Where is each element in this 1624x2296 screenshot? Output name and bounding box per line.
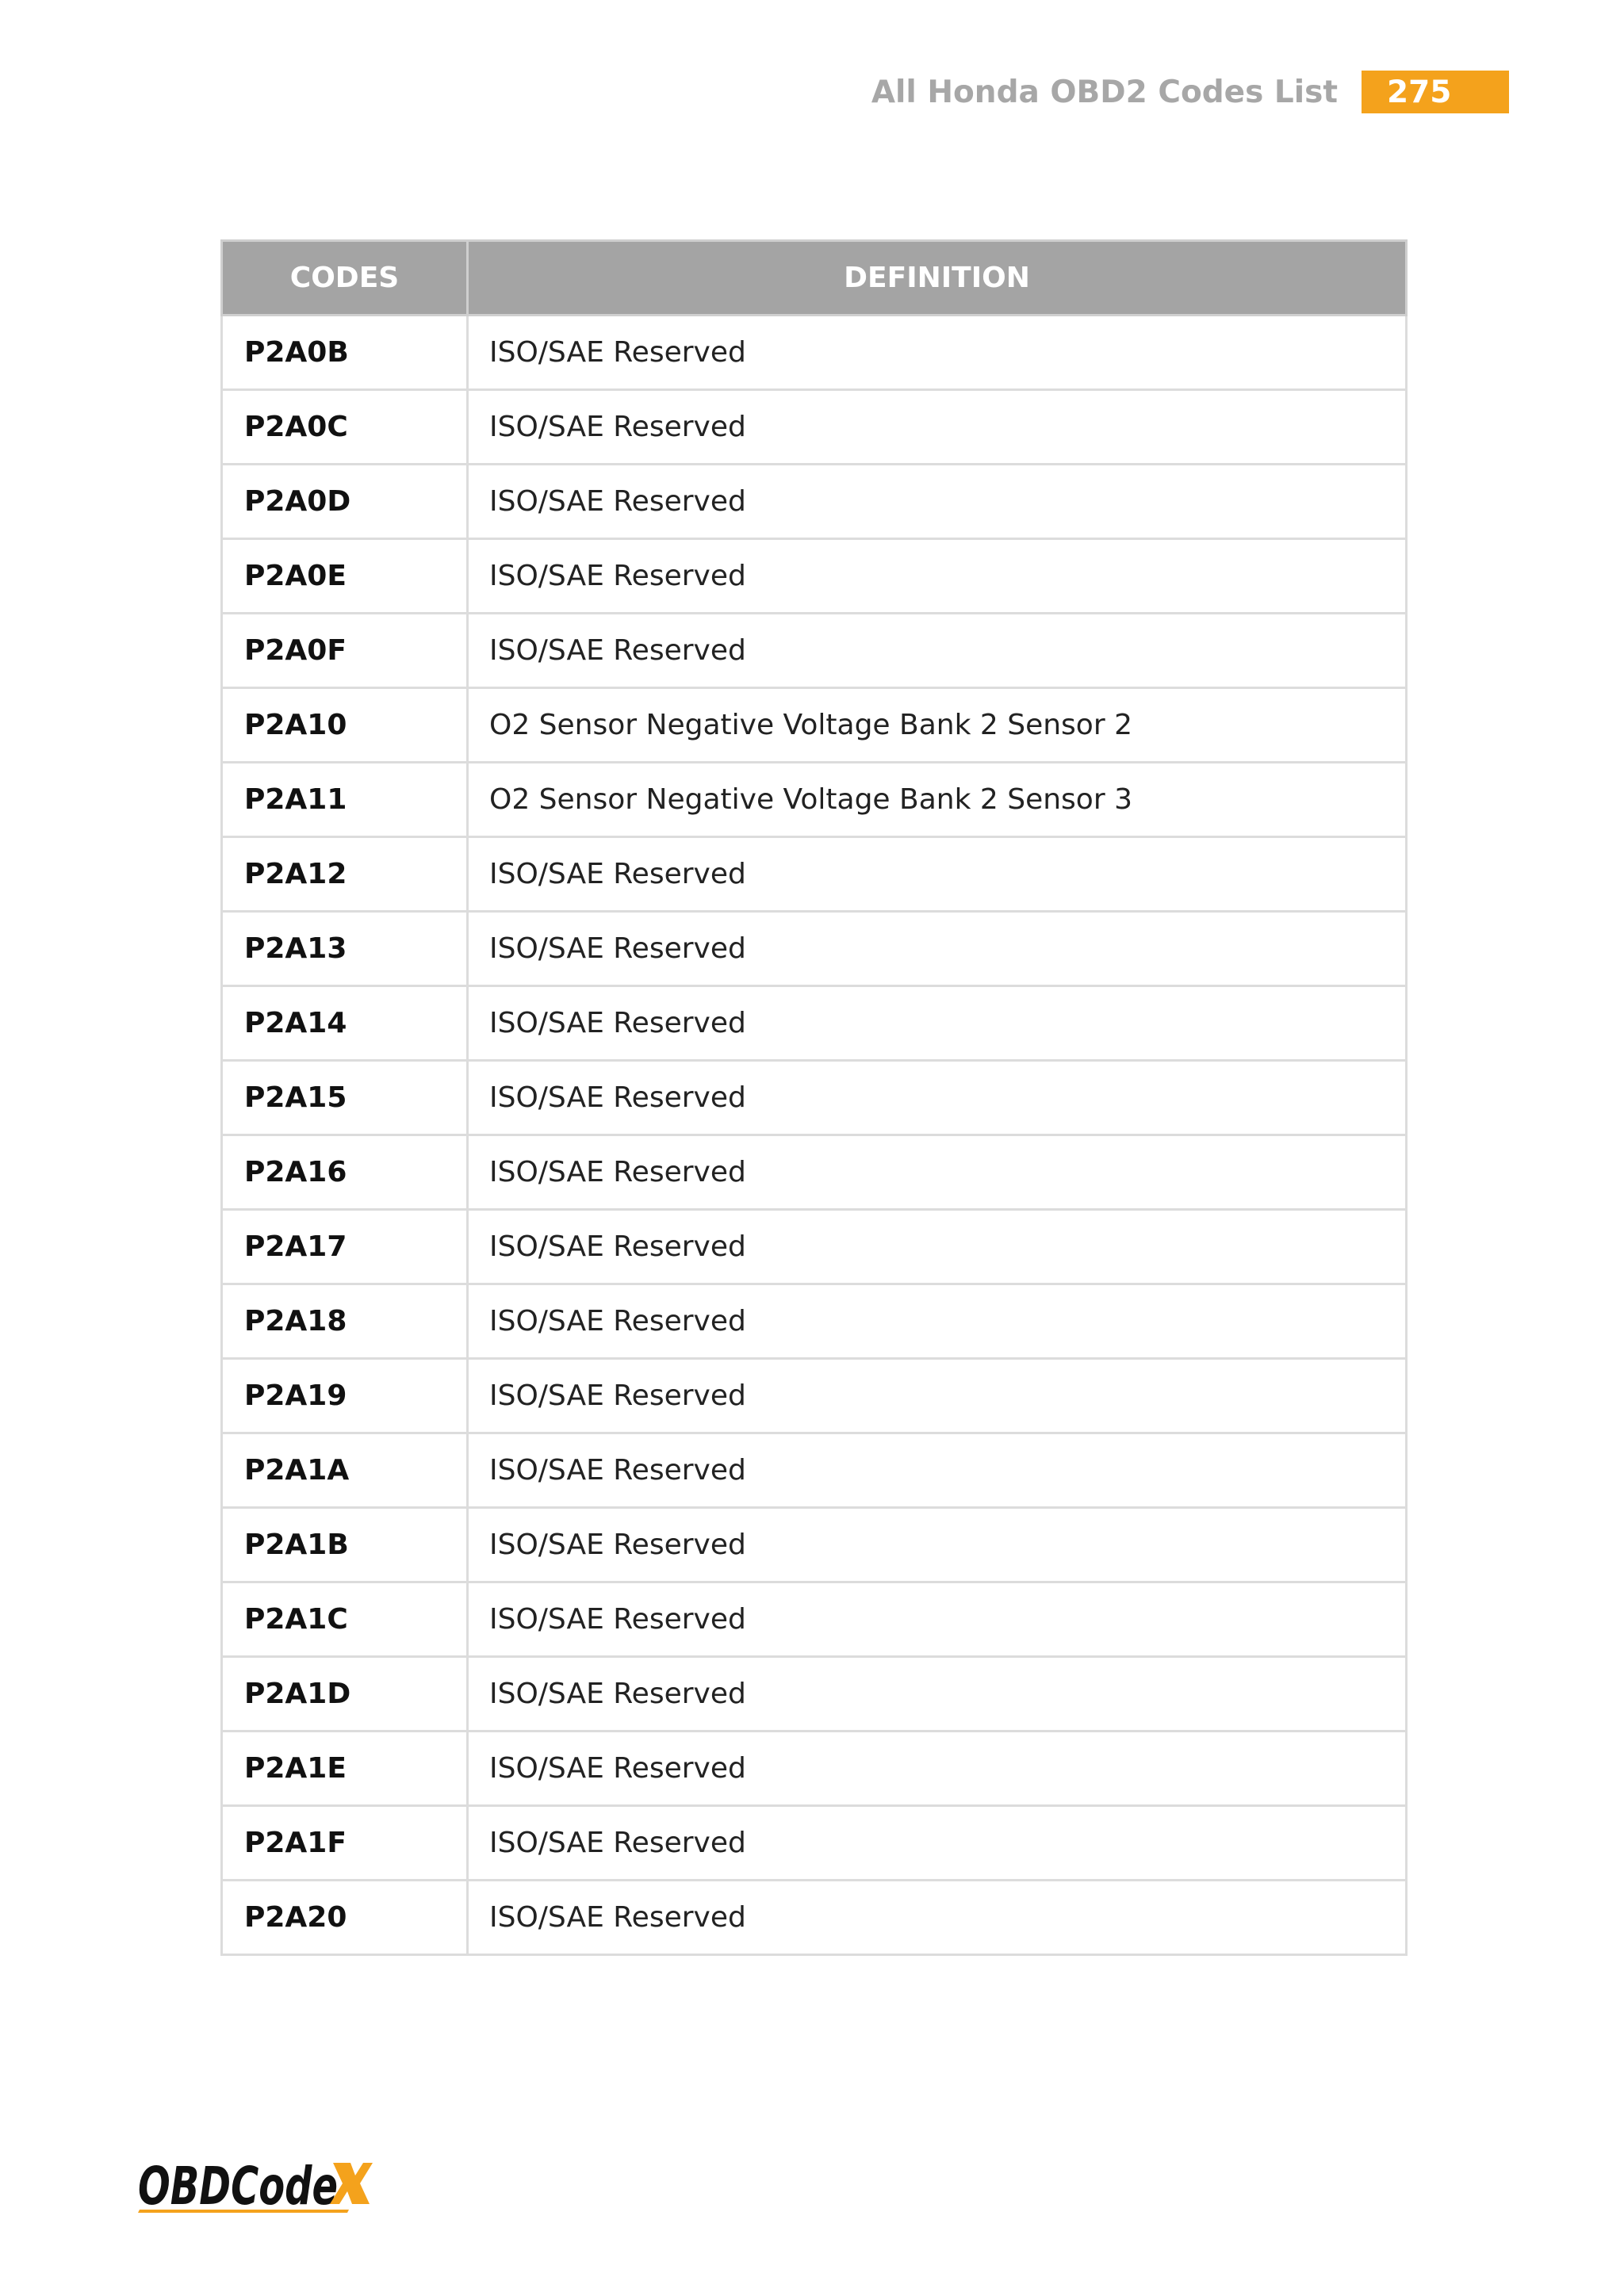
table-row bbox=[222, 1210, 1407, 1284]
definition-column-header: DEFINITION bbox=[468, 241, 1407, 316]
table-row bbox=[222, 1508, 1407, 1582]
definition-cell: O2 Sensor Negative Voltage Bank 2 Sensor 2 bbox=[468, 688, 1407, 763]
code-cell: P2A0D bbox=[222, 465, 468, 539]
table-row bbox=[222, 1732, 1407, 1806]
code-cell: P2A0E bbox=[222, 539, 468, 614]
definition-cell: ISO/SAE Reserved bbox=[468, 1657, 1407, 1732]
table-row bbox=[222, 837, 1407, 912]
svg-text:OBDCode: OBDCode bbox=[138, 2156, 338, 2217]
code-cell: P2A20 bbox=[222, 1881, 468, 1955]
table-row bbox=[222, 316, 1407, 390]
codes-table bbox=[220, 239, 1408, 1956]
table-row bbox=[222, 1881, 1407, 1955]
definition-cell: O2 Sensor Negative Voltage Bank 2 Sensor 3 bbox=[468, 763, 1407, 837]
code-cell: P2A18 bbox=[222, 1284, 468, 1359]
code-cell: P2A1F bbox=[222, 1806, 468, 1881]
definition-cell: ISO/SAE Reserved bbox=[468, 1732, 1407, 1806]
table-row bbox=[222, 465, 1407, 539]
code-cell: P2A19 bbox=[222, 1359, 468, 1433]
table-row bbox=[222, 1135, 1407, 1210]
table-row bbox=[222, 912, 1407, 986]
table-row bbox=[222, 390, 1407, 465]
definition-cell: ISO/SAE Reserved bbox=[468, 1433, 1407, 1508]
obdcodex-logo bbox=[136, 2152, 374, 2215]
definition-cell: ISO/SAE Reserved bbox=[468, 1582, 1407, 1657]
table-row bbox=[222, 1582, 1407, 1657]
definition-cell: ISO/SAE Reserved bbox=[468, 316, 1407, 390]
definition-cell: ISO/SAE Reserved bbox=[468, 465, 1407, 539]
table-row bbox=[222, 1657, 1407, 1732]
code-cell: P2A17 bbox=[222, 1210, 468, 1284]
table-row bbox=[222, 614, 1407, 688]
codes-column-header: CODES bbox=[222, 241, 468, 316]
definition-cell: ISO/SAE Reserved bbox=[468, 390, 1407, 465]
code-cell: P2A13 bbox=[222, 912, 468, 986]
table-row bbox=[222, 1359, 1407, 1433]
definition-cell: ISO/SAE Reserved bbox=[468, 1359, 1407, 1433]
definition-cell: ISO/SAE Reserved bbox=[468, 986, 1407, 1061]
page-header bbox=[871, 70, 1509, 114]
table-row bbox=[222, 1806, 1407, 1881]
table-row bbox=[222, 763, 1407, 837]
table-header-row bbox=[222, 241, 1407, 316]
definition-cell: ISO/SAE Reserved bbox=[468, 1508, 1407, 1582]
definition-cell: ISO/SAE Reserved bbox=[468, 1061, 1407, 1135]
page-number-badge: 275 bbox=[1362, 71, 1509, 113]
document-title: All Honda OBD2 Codes List bbox=[871, 74, 1338, 110]
code-cell: P2A10 bbox=[222, 688, 468, 763]
definition-cell: ISO/SAE Reserved bbox=[468, 1284, 1407, 1359]
definition-cell: ISO/SAE Reserved bbox=[468, 837, 1407, 912]
table-row bbox=[222, 539, 1407, 614]
code-cell: P2A1D bbox=[222, 1657, 468, 1732]
table-row bbox=[222, 986, 1407, 1061]
code-cell: P2A15 bbox=[222, 1061, 468, 1135]
code-cell: P2A1A bbox=[222, 1433, 468, 1508]
code-cell: P2A14 bbox=[222, 986, 468, 1061]
table-row bbox=[222, 688, 1407, 763]
code-cell: P2A12 bbox=[222, 837, 468, 912]
definition-cell: ISO/SAE Reserved bbox=[468, 539, 1407, 614]
code-cell: P2A11 bbox=[222, 763, 468, 837]
definition-cell: ISO/SAE Reserved bbox=[468, 1135, 1407, 1210]
code-cell: P2A1B bbox=[222, 1508, 468, 1582]
table-row bbox=[222, 1284, 1407, 1359]
definition-cell: ISO/SAE Reserved bbox=[468, 614, 1407, 688]
definition-cell: ISO/SAE Reserved bbox=[468, 1210, 1407, 1284]
definition-cell: ISO/SAE Reserved bbox=[468, 1881, 1407, 1955]
code-cell: P2A1C bbox=[222, 1582, 468, 1657]
code-cell: P2A0B bbox=[222, 316, 468, 390]
table-body bbox=[222, 316, 1407, 1955]
code-cell: P2A16 bbox=[222, 1135, 468, 1210]
code-cell: P2A0C bbox=[222, 390, 468, 465]
definition-cell: ISO/SAE Reserved bbox=[468, 1806, 1407, 1881]
code-cell: P2A1E bbox=[222, 1732, 468, 1806]
table-row bbox=[222, 1061, 1407, 1135]
definition-cell: ISO/SAE Reserved bbox=[468, 912, 1407, 986]
code-cell: P2A0F bbox=[222, 614, 468, 688]
table-row bbox=[222, 1433, 1407, 1508]
